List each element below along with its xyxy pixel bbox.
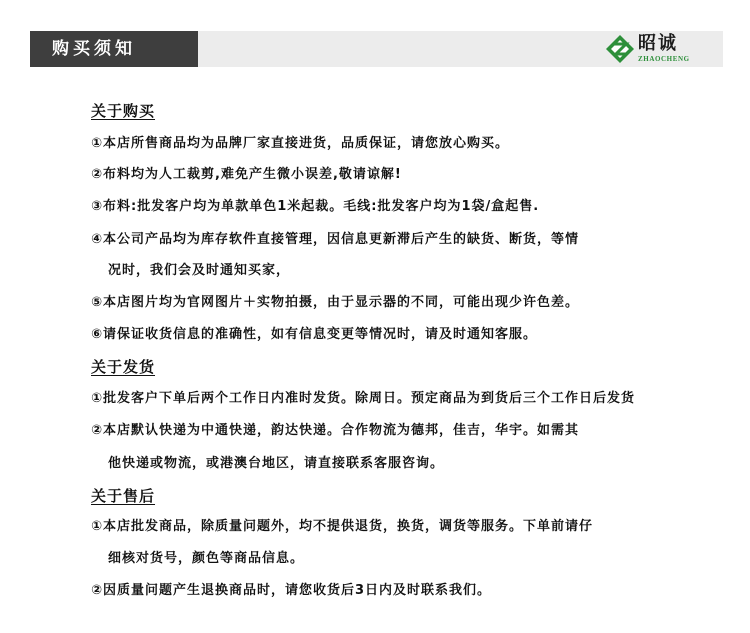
purchase-line-4-cont: 况时，我们会及时通知买家， <box>108 263 291 278</box>
purchase-line-2: ②布料均为人工裁剪,难免产生微小误差,敬请谅解! <box>91 167 402 182</box>
header-band <box>30 31 723 67</box>
purchase-line-1: ①本店所售商品均为品牌厂家直接进货，品质保证，请您放心购买。 <box>91 136 510 151</box>
section-title-purchase: 关于购买 <box>91 102 156 120</box>
page-title: 购买须知 <box>30 31 198 67</box>
zhaocheng-logo-icon <box>605 34 635 64</box>
purchase-line-4: ④本公司产品均为库存软件直接管理，因信息更新滞后产生的缺货、断货，等情 <box>91 232 580 247</box>
section-title-after-sales: 关于售后 <box>91 487 156 505</box>
after-sales-line-1-cont: 细核对货号，颜色等商品信息。 <box>108 551 305 566</box>
brand-logo <box>605 34 715 64</box>
shipping-line-1: ①批发客户下单后两个工作日内准时发货。除周日。预定商品为到货后三个工作日后发货 <box>91 391 636 406</box>
purchase-line-3: ③布料:批发客户均为单款单色1米起裁。毛线:批发客户均为1袋/盒起售. <box>91 199 540 214</box>
shipping-line-2-cont: 他快递或物流，或港澳台地区，请直接联系客服咨询。 <box>108 456 445 471</box>
after-sales-line-1: ①本店批发商品，除质量问题外，均不提供退货，换货，调货等服务。下单前请仔 <box>91 519 594 534</box>
purchase-line-6: ⑥请保证收货信息的准确性，如有信息变更等情况时，请及时通知客服。 <box>91 327 538 342</box>
purchase-line-5: ⑤本店图片均为官网图片＋实物拍摄，由于显示器的不同，可能出现少许色差。 <box>91 295 580 310</box>
section-title-shipping: 关于发货 <box>91 358 156 376</box>
logo-subtext: ZHAOCHENG <box>638 55 690 63</box>
logo-text: 昭诚 <box>638 33 678 54</box>
after-sales-line-2: ②因质量问题产生退换商品时，请您收货后3日内及时联系我们。 <box>91 583 492 598</box>
shipping-line-2: ②本店默认快递为中通快递，韵达快递。合作物流为德邦，佳吉，华宇。如需其 <box>91 423 580 438</box>
